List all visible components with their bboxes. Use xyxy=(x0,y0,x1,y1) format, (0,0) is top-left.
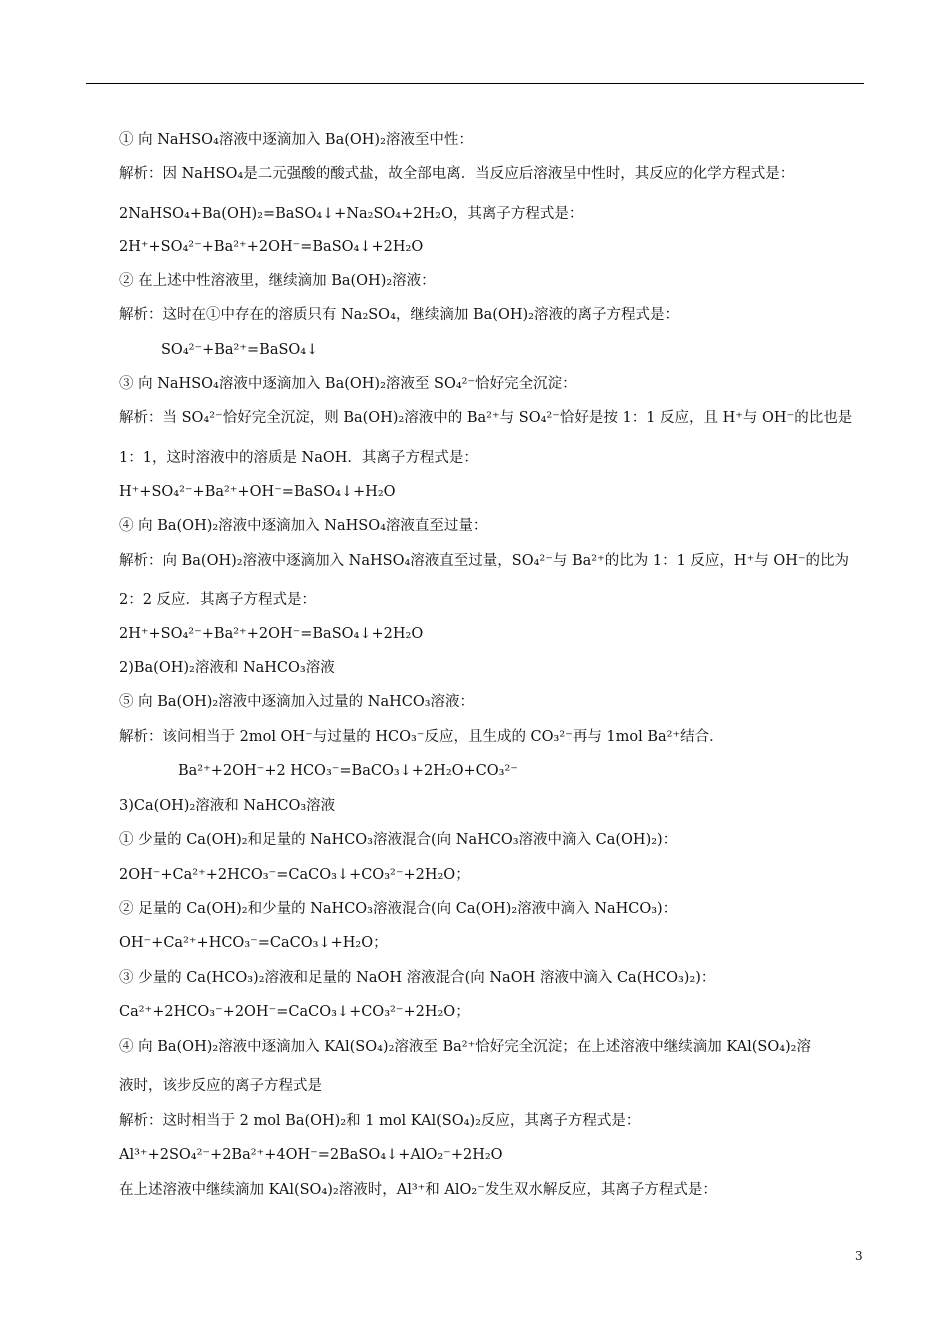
text-line: 2)Ba(OH)₂溶液和 NaHCO₃溶液 xyxy=(119,660,335,676)
text-line: ④ 向 Ba(OH)₂溶液中逐滴加入 NaHSO₄溶液直至过量： xyxy=(119,518,488,534)
text-line: ③ 向 NaHSO₄溶液中逐滴加入 Ba(OH)₂溶液至 SO₄²⁻恰好完全沉淀： xyxy=(119,376,577,392)
page-number: 3 xyxy=(855,1249,863,1263)
text-line: H⁺+SO₄²⁻+Ba²⁺+OH⁻=BaSO₄↓+H₂O xyxy=(119,484,396,500)
text-line: 解析：这时在①中存在的溶质只有 Na₂SO₄，继续滴加 Ba(OH)₂溶液的离子方程式是： xyxy=(119,307,679,323)
text-line: 解析：向 Ba(OH)₂溶液中逐滴加入 NaHSO₄溶液直至过量，SO₄²⁻与 Ba²⁺的比为 1：1 反应，H⁺与 OH⁻的比为 xyxy=(119,553,850,569)
text-line: Ca²⁺+2HCO₃⁻+2OH⁻=CaCO₃↓+CO₃²⁻+2H₂O； xyxy=(119,1004,470,1020)
text-line: 3)Ca(OH)₂溶液和 NaHCO₃溶液 xyxy=(119,798,336,814)
text-line: Ba²⁺+2OH⁻+2 HCO₃⁻=BaCO₃↓+2H₂O+CO₃²⁻ xyxy=(178,763,518,779)
text-line: ① 少量的 Ca(OH)₂和足量的 NaHCO₃溶液混合(向 NaHCO₃溶液中滴入 Ca(OH)₂)： xyxy=(119,832,678,848)
text-line: 解析：因 NaHSO₄是二元强酸的酸式盐，故全部电离．当反应后溶液呈中性时，其反应的化学方程式是： xyxy=(119,166,795,182)
text-line: 解析：该问相当于 2mol OH⁻与过量的 HCO₃⁻反应，且生成的 CO₃²⁻再与 1mol Ba²⁺结合． xyxy=(119,729,724,745)
text-line: 2H⁺+SO₄²⁻+Ba²⁺+2OH⁻=BaSO₄↓+2H₂O xyxy=(119,239,424,255)
text-line: 液时，该步反应的离子方程式是 xyxy=(119,1078,322,1094)
text-line: 2：2 反应．其离子方程式是： xyxy=(119,592,317,608)
text-line: OH⁻+Ca²⁺+HCO₃⁻=CaCO₃↓+H₂O； xyxy=(119,935,388,951)
text-line: 在上述溶液中继续滴加 KAl(SO₄)₂溶液时，Al³⁺和 AlO₂⁻发生双水解反应，其离子方程式是： xyxy=(119,1182,717,1198)
text-line: ⑤ 向 Ba(OH)₂溶液中逐滴加入过量的 NaHCO₃溶液： xyxy=(119,694,475,710)
text-line: SO₄²⁻+Ba²⁺=BaSO₄↓ xyxy=(161,342,319,358)
text-line: ③ 少量的 Ca(HCO₃)₂溶液和足量的 NaOH 溶液混合(向 NaOH 溶液中滴入 Ca(HCO₃)₂)： xyxy=(119,970,716,986)
text-line: 2H⁺+SO₄²⁻+Ba²⁺+2OH⁻=BaSO₄↓+2H₂O xyxy=(119,626,424,642)
text-line: 2OH⁻+Ca²⁺+2HCO₃⁻=CaCO₃↓+CO₃²⁻+2H₂O； xyxy=(119,867,470,883)
text-line: 1：1，这时溶液中的溶质是 NaOH．其离子方程式是： xyxy=(119,450,478,466)
text-line: 2NaHSO₄+Ba(OH)₂=BaSO₄↓+Na₂SO₄+2H₂O，其离子方程式是： xyxy=(119,206,584,222)
text-line: Al³⁺+2SO₄²⁻+2Ba²⁺+4OH⁻=2BaSO₄↓+AlO₂⁻+2H₂O xyxy=(119,1147,503,1163)
text-line: ① 向 NaHSO₄溶液中逐滴加入 Ba(OH)₂溶液至中性： xyxy=(119,132,473,148)
text-line: ② 足量的 Ca(OH)₂和少量的 NaHCO₃溶液混合(向 Ca(OH)₂溶液中滴入 NaHCO₃)： xyxy=(119,901,678,917)
text-line: 解析：这时相当于 2 mol Ba(OH)₂和 1 mol KAl(SO₄)₂反应，其离子方程式是： xyxy=(119,1113,641,1129)
text-line: 解析：当 SO₄²⁻恰好完全沉淀，则 Ba(OH)₂溶液中的 Ba²⁺与 SO₄²⁻恰好是按 1：1 反应，且 H⁺与 OH⁻的比也是 xyxy=(119,410,853,426)
text-line: ④ 向 Ba(OH)₂溶液中逐滴加入 KAl(SO₄)₂溶液至 Ba²⁺恰好完全沉淀；在上述溶液中继续滴加 KAl(SO₄)₂溶 xyxy=(119,1039,811,1055)
text-line: ② 在上述中性溶液里，继续滴加 Ba(OH)₂溶液： xyxy=(119,273,436,289)
